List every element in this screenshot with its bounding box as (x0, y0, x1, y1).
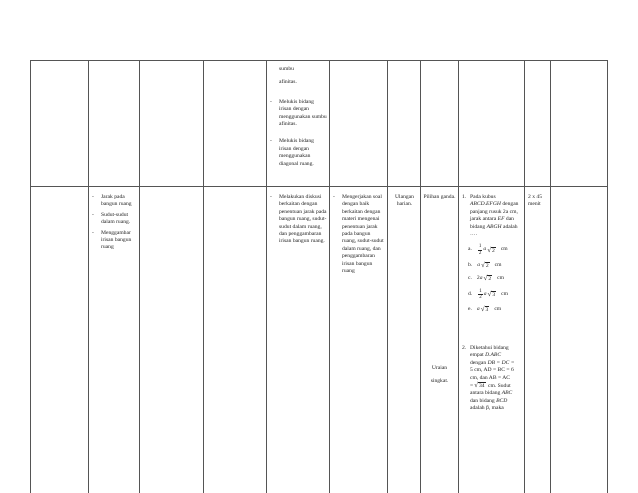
dash: - (270, 138, 272, 145)
option-unit: cm (497, 275, 504, 282)
waktu-text: 2 x 45 menit (528, 194, 542, 208)
stem-cube: ABCD.EFGH (470, 201, 501, 208)
sqrt-symbol: √ 34 (474, 381, 485, 390)
table-column-divider (139, 60, 140, 493)
text-line: afinitas. (279, 79, 297, 86)
jenis-text: Ulangan harian. (395, 194, 414, 208)
table-column-divider (524, 60, 525, 493)
sqrt-value: 3 (485, 307, 489, 314)
table-column-divider (203, 60, 204, 493)
list-item-text: Sudut-sudut dalam ruang. (101, 211, 131, 226)
top-row-activities (270, 66, 327, 171)
text-line: sumbu (279, 66, 294, 72)
question-stem (470, 194, 524, 238)
table-column-divider (387, 60, 388, 493)
stem-math: = (470, 383, 474, 390)
answer-options (462, 244, 524, 313)
bentuk-text-line2: singkat. (430, 378, 449, 384)
table-border-top (30, 60, 608, 61)
answer-option (468, 289, 524, 300)
stem-plane: ABGH (486, 223, 502, 230)
option-label: d. (468, 290, 473, 297)
bentuk-cell-1 (423, 194, 456, 201)
stem-math: cm, dan AB = AC (470, 374, 510, 381)
option-label: c. (468, 275, 472, 282)
dash: - (92, 194, 94, 200)
stem-math: DB = DC = (487, 359, 515, 366)
stem-text: cm. Sudut (488, 383, 511, 390)
option-variable: a (476, 306, 480, 313)
sqrt-value: 2 (492, 247, 495, 254)
option-variable: a (483, 246, 487, 253)
table-column-divider (88, 60, 89, 493)
option-variable: a (479, 275, 483, 282)
list-item-text: Melakukan diskusi berkaitan dengan penentuan jarak pada bangun ruang, sudut-sudut dalam ruang, dan penggambaran irisan bangun ruang. (279, 194, 327, 245)
sqrt-symbol: √ 2 (481, 261, 489, 270)
list-item-text: Melukis bidang irisan dengan menggunakan diagonal ruang. (279, 138, 314, 167)
option-unit: cm (500, 246, 508, 253)
bentuk-cell-2 (423, 362, 456, 388)
option-variable: a (477, 261, 480, 268)
bentuk-text-line1: Uraian (431, 365, 448, 371)
sqrt-symbol: √ 2 (487, 245, 495, 254)
table-column-divider (266, 60, 267, 493)
fraction-denominator: 2 (479, 294, 482, 300)
list-item (270, 194, 327, 246)
question-1 (462, 194, 524, 319)
option-label: b. (468, 261, 473, 268)
option-label: a. (468, 246, 472, 253)
sqrt-value: 2 (485, 263, 489, 270)
table-column-divider (420, 60, 421, 493)
sqrt-value: 34 (479, 383, 485, 390)
fraction-denominator: 2 (478, 250, 482, 256)
option-unit: cm (501, 290, 508, 297)
stem-text: adalah β, maka (470, 405, 504, 412)
stem-math: D.ABC (485, 352, 502, 359)
list-item (92, 212, 138, 227)
dash: - (270, 194, 272, 200)
dash: - (92, 211, 94, 218)
option-unit: cm (494, 306, 502, 313)
stem-text: Diketahui bidang (470, 345, 509, 351)
option-variable: a (483, 290, 487, 297)
sqrt-value: 2 (488, 276, 492, 283)
stem-text: dan bidang (470, 397, 495, 404)
option-coefficient: 2 (476, 275, 480, 282)
dash: - (92, 229, 94, 236)
list-item (333, 194, 385, 275)
list-item-text: Jarak pada bangun ruang (101, 194, 132, 208)
option-unit: cm (494, 261, 502, 268)
stem-text: dan bidang (470, 216, 514, 230)
stem-line: EF (497, 216, 505, 223)
fraction (478, 244, 483, 255)
option-label: e. (468, 306, 472, 313)
answer-option (468, 262, 524, 269)
list-item-text: Melukis bidang irisan dengan menggunakan sumbu afinitas. (279, 98, 327, 128)
stem-text: Pada kubus (470, 194, 496, 200)
stem-math: ABC (501, 390, 513, 397)
question-number: 2. (462, 345, 467, 351)
question-stem (470, 345, 524, 413)
answer-option (468, 244, 524, 255)
list-item (270, 99, 327, 129)
table-border-left (30, 60, 31, 493)
waktu-cell (528, 194, 548, 209)
indikator-cell (333, 194, 385, 278)
table-column-divider (550, 60, 551, 493)
table-row-divider (30, 186, 608, 187)
list-item (270, 138, 327, 168)
sqrt-symbol: √ 3 (487, 289, 496, 298)
list-item-text: Menggambar irisan bangun ruang (101, 229, 132, 251)
question-2 (462, 345, 524, 413)
sqrt-symbol: √ 3 (480, 305, 489, 314)
stem-math: BCD (496, 397, 508, 404)
list-item (92, 230, 138, 252)
answer-option (468, 275, 524, 282)
answer-option (468, 306, 524, 313)
materi-cell (92, 194, 138, 255)
kegiatan-cell (270, 194, 327, 249)
dash: - (270, 98, 272, 105)
fraction-numerator: 1 (479, 288, 482, 294)
stem-text: empat (470, 352, 484, 359)
table-column-divider (458, 60, 459, 493)
fraction-numerator: 1 (478, 244, 482, 250)
question-number: 1. (462, 194, 467, 200)
stem-text: adalah …. (470, 223, 518, 238)
sqrt-symbol: √ 2 (483, 274, 492, 283)
table-column-divider (329, 60, 330, 493)
fraction (478, 289, 483, 300)
jenis-cell (391, 194, 418, 209)
bentuk-text: Pilihan ganda. (423, 194, 456, 200)
dash: - (333, 194, 335, 200)
stem-text: dengan panjang rusuk 2a cm, jarak antara (470, 201, 519, 223)
list-item (92, 194, 138, 209)
stem-text: dengan (470, 359, 487, 366)
sqrt-value: 3 (492, 291, 496, 298)
table-border-right (607, 60, 608, 493)
stem-math: 5 cm, AD = BC = 6 (470, 367, 514, 374)
stem-text: antara bidang (470, 390, 501, 397)
list-item-text: Mengerjakan soal dengan baik berkaitan dengan materi mengenai penentuan jarak pada bangun ruang, sudut-sudut dalam ruang, dan penggambaran irisan bangun ruang (342, 194, 384, 275)
